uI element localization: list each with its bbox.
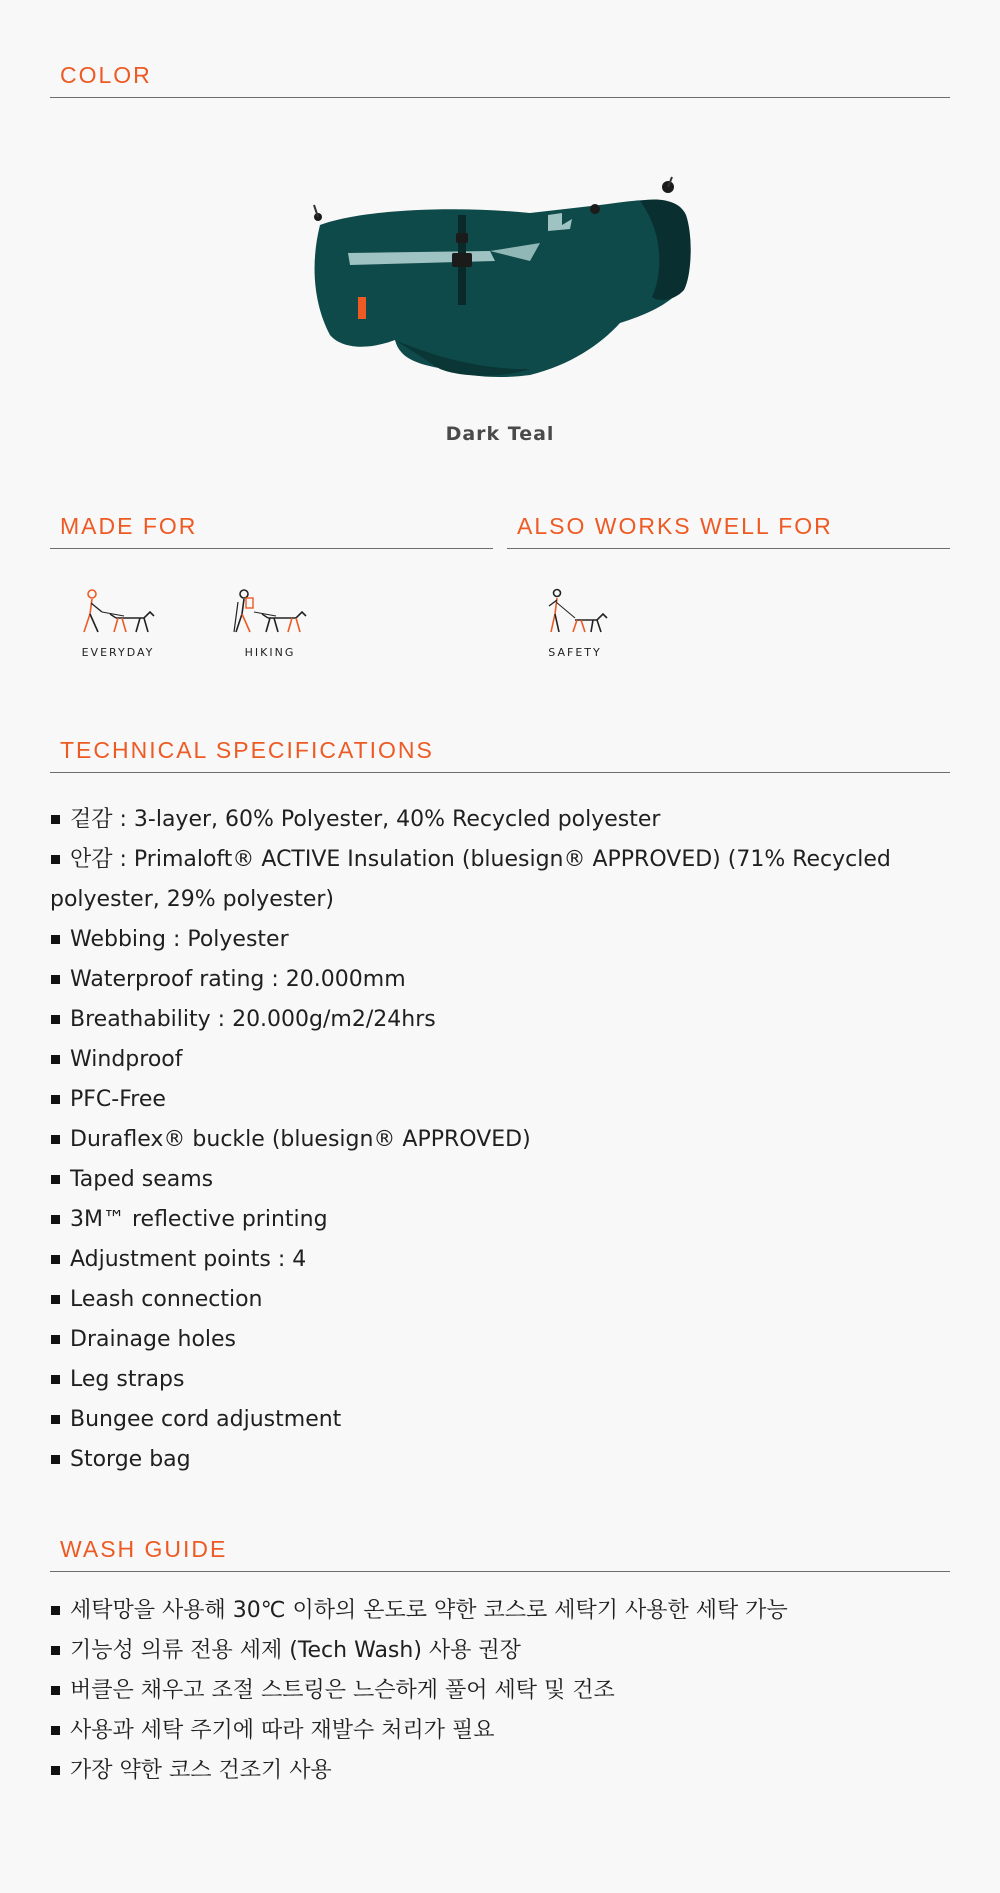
spec-item: Leash connection <box>50 1280 955 1320</box>
safety-icon <box>535 588 615 638</box>
hiking-icon <box>230 588 310 638</box>
technical-specifications-list <box>50 800 955 1480</box>
color-section-title: COLOR <box>60 62 152 88</box>
wash-item: 가장 약한 코스 건조기 사용 <box>50 1751 955 1791</box>
spec-item: Taped seams <box>50 1160 955 1200</box>
spec-item: Duraflex® buckle (bluesign® APPROVED) <box>50 1120 955 1160</box>
spec-item: Waterproof rating : 20.000mm <box>50 960 955 1000</box>
wash-guide-title: WASH GUIDE <box>60 1536 228 1562</box>
made-for-title: MADE FOR <box>60 513 198 539</box>
spec-item: Leg straps <box>50 1360 955 1400</box>
activity-label: EVERYDAY <box>81 646 155 659</box>
also-works-title: ALSO WORKS WELL FOR <box>517 513 833 539</box>
wash-item: 기능성 의류 전용 세제 (Tech Wash) 사용 권장 <box>50 1631 955 1671</box>
spec-item: 안감 : Primaloft® ACTIVE Insulation (bluesign® APPROVED) (71% Recycled polyester, 29% polyester) <box>50 840 955 920</box>
wash-item: 사용과 세탁 주기에 따라 재발수 처리가 필요 <box>50 1711 955 1751</box>
spec-item: Bungee cord adjustment <box>50 1400 955 1440</box>
color-section-divider <box>50 97 950 98</box>
spec-item: Webbing : Polyester <box>50 920 955 960</box>
color-name-label: Dark Teal <box>445 423 555 445</box>
everyday-walk-icon <box>78 588 158 638</box>
activity-hiking <box>210 588 330 659</box>
activity-safety <box>515 588 635 659</box>
wash-item: 세탁망을 사용해 30℃ 이하의 온도로 약한 코스로 세탁기 사용한 세탁 가능 <box>50 1591 955 1631</box>
activity-label: SAFETY <box>548 646 602 659</box>
spec-item: Storge bag <box>50 1440 955 1480</box>
also-works-divider <box>507 548 950 549</box>
activity-label: HIKING <box>244 646 296 659</box>
product-image <box>300 165 700 395</box>
spec-item: PFC-Free <box>50 1080 955 1120</box>
dog-jacket-image <box>300 165 700 395</box>
wash-guide-list <box>50 1591 955 1791</box>
made-for-divider <box>50 548 493 549</box>
spec-item: Breathability : 20.000g/m2/24hrs <box>50 1000 955 1040</box>
technical-specifications-title: TECHNICAL SPECIFICATIONS <box>60 737 434 763</box>
activity-everyday <box>58 588 178 659</box>
wash-item: 버클은 채우고 조절 스트링은 느슨하게 풀어 세탁 및 건조 <box>50 1671 955 1711</box>
spec-item: Windproof <box>50 1040 955 1080</box>
wash-guide-divider <box>50 1571 950 1572</box>
technical-specifications-divider <box>50 772 950 773</box>
spec-item: Drainage holes <box>50 1320 955 1360</box>
spec-item: 겉감 : 3-layer, 60% Polyester, 40% Recycled polyester <box>50 800 955 840</box>
spec-item: Adjustment points : 4 <box>50 1240 955 1280</box>
spec-item: 3M™ reflective printing <box>50 1200 955 1240</box>
